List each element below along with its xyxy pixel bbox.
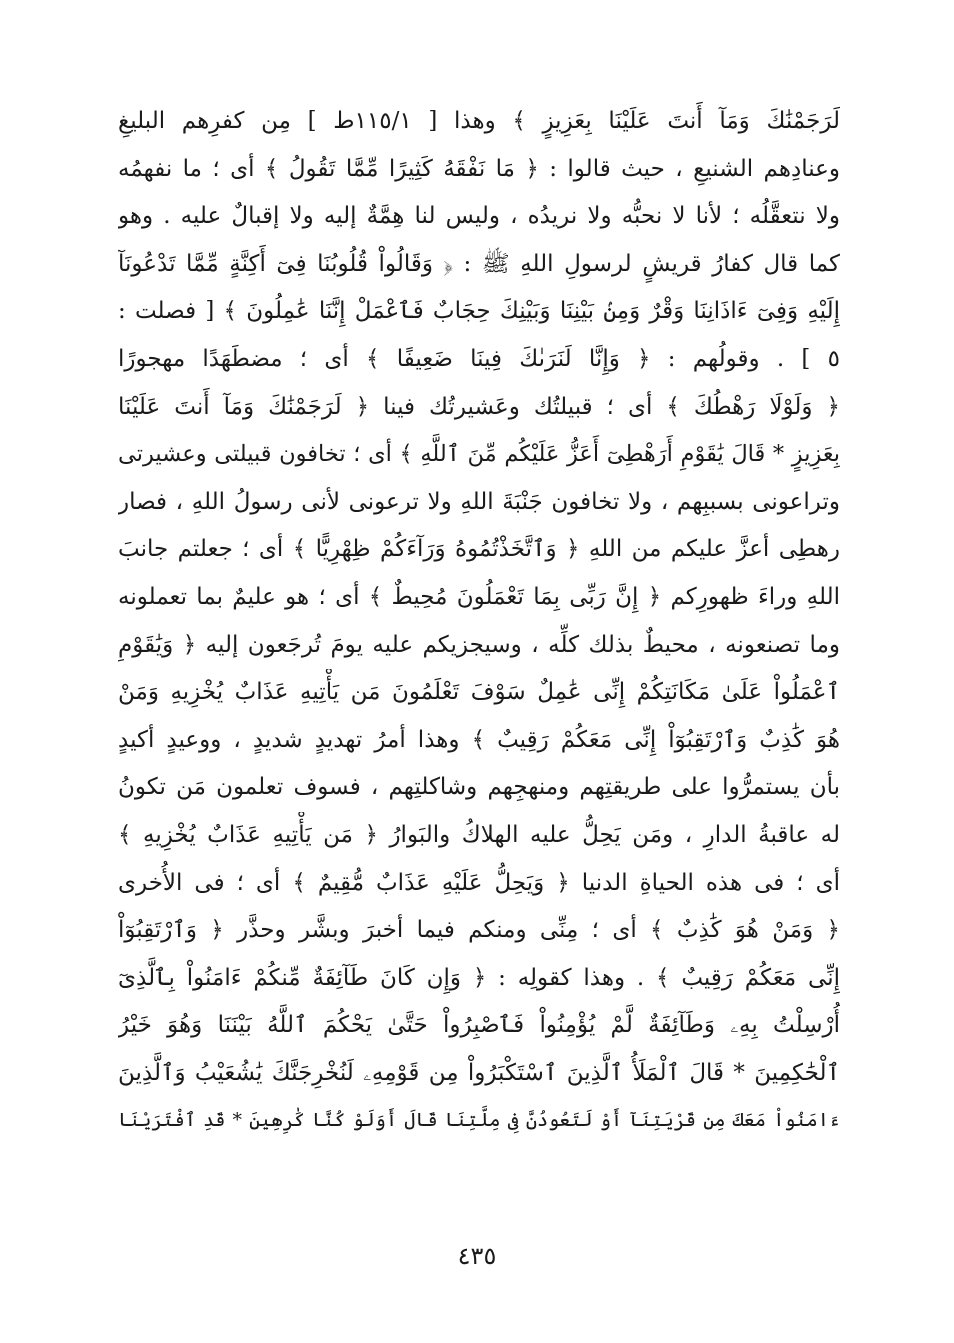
text-line-16: له عاقبةُ الدارِ ، ومَن يَحِلُّ عليه الهلاكُ والبَوارُ ﴿ مَن يَأْتِيهِ عَذَابٌ يُخْزِيهِ ﴾ [118,821,840,848]
body-text [118,98,840,1145]
text-line-20: أُرْسِلْتُ بِهِۦ وَطَآئِفَةٌ لَّمْ يُؤْمِنُواْ فَٱصْبِرُواْ حَتَّىٰ يَحْكُمَ ٱللَّهُ بَيْنَنَا وَهُوَ خَيْرُ [118,1012,840,1039]
text-line-12: وما تصنعونه ، محيطٌ بذلك كلِّه ، وسيجزيكم عليه يومَ تُرجَعون إليه ﴿ وَيَٰقَوْمِ [118,631,840,658]
text-line-3: ولا نتعقَّلُه ؛ لأنا لا نحبُّه ولا نريدُه ، وليس لنا هِمَّةٌ إليه ولا إقبالٌ عليه . وهو [118,203,840,230]
text-line-11: اللهِ وراءَ ظهورِكم ﴿ إِنَّ رَبِّى بِمَا تَعْمَلُونَ مُحِيطٌ ﴾ أى ؛ هو عليمٌ بما تعملونه [118,583,840,610]
text-line-8: بِعَزِيزٍ ‌* قَالَ يَٰقَوْمِ أَرَهْطِىٓ أَعَزُّ عَلَيْكُم مِّنَ ٱللَّهِ ﴾ أى ؛ تخافون قبيلتى وعشيرتى [118,441,840,468]
page-number: ٤٣٥ [457,1242,497,1270]
text-line-18: ﴿ وَمَنْ هُوَ كَٰذِبٌ ﴾ أى ؛ مِنِّى ومنكم فيما أخبرَ وبشَّر وحذَّر ﴿ وَٱرْتَقِبُوٓاْ [118,917,840,944]
text-line-5: إِلَيْهِ وَفِىٓ ءَاذَانِنَا وَقْرٌ وَمِنۢ بَيْنِنَا وَبَيْنِكَ حِجَابٌ فَٱعْمَلْ إِنَّنَا عَٰمِلُونَ ﴾ [ فصلت : [118,298,840,325]
text-line-21: ٱلْحَٰكِمِينَ ‌* قَالَ ٱلْمَلَأُ ٱلَّذِينَ ٱسْتَكْبَرُواْ مِن قَوْمِهِۦ لَنُخْرِجَنَّكَ يَٰشُعَيْبُ وَٱلَّذِينَ [118,1059,840,1086]
text-line-1: لَرَجَمْنَٰكَ وَمَآ أَنتَ عَلَيْنَا بِعَزِيزٍ ﴾ وهذا [ ١١٥/١ط ] مِن كفرِهم البليغِ [118,108,840,134]
text-line-7: ﴿ وَلَوْلَا رَهْطُكَ ﴾ أى ؛ قبيلتُك وعَشيرتُك فينا ﴿ لَرَجَمْنَٰكَ وَمَآ أَنتَ عَلَيْنَا [118,393,840,420]
text-line-22: ءَامَنُواْ مَعَكَ مِن قَرْيَتِنَآ أَوْ لَتَعُودُنَّ فِى مِلَّتِنَا قَالَ أَوَلَوْ كُنَّا كَٰرِهِينَ ‌* قَدِ ٱفْتَرَيْنَا [118,1109,840,1132]
text-line-4: كما قال كفارُ قريشٍ لرسولِ اللهِ ﷺ : ﴿ وَقَالُواْ قُلُوبُنَا فِىٓ أَكِنَّةٍ مِّمَّا تَدْعُونَآ [118,250,840,277]
text-line-6: ٥ ] . وقولُهم : ﴿ وَإِنَّا لَنَرَىٰكَ فِينَا ضَعِيفًا ﴾ أى ؛ مضطَهَدًا مهجورًا [118,345,840,372]
text-line-13: ٱعْمَلُواْ عَلَىٰ مَكَانَتِكُمْ إِنِّى عَٰمِلٌ سَوْفَ تَعْلَمُونَ مَن يَأْتِيهِ عَذَابٌ يُخْزِيهِ وَمَنْ [118,679,840,706]
text-line-14: هُوَ كَٰذِبٌ وَٱرْتَقِبُوٓاْ إِنِّى مَعَكُمْ رَقِيبٌ ﴾ وهذا أمرُ تهديدٍ شديدٍ ، ووعيدٍ أكيدٍ [118,726,840,753]
text-line-19: إِنِّى مَعَكُمْ رَقِيبٌ ﴾ . وهذا كقولِه : ﴿ وَإِن كَانَ طَآئِفَةٌ مِّنكُمْ ءَامَنُواْ بِٱلَّذِىٓ [118,964,840,991]
text-line-9: وتراعونى بسببِهم ، ولا تخافون جَنْبَةَ اللهِ ولا ترعونى لأنى رسولُ اللهِ ، فصار [118,488,840,515]
text-line-10: رهطِى أعزَّ عليكم من اللهِ ﴿ وَٱتَّخَذْتُمُوهُ وَرَآءَكُمْ ظِهْرِيًّا ﴾ أى ؛ جعلتم جانبَ [118,536,840,563]
text-line-15: بأن يستمرُّوا على طريقتِهم ومنهجِهم وشاكلتِهم ، فسوف تعلمون مَن تكونُ [118,774,840,801]
text-line-2: وعنادِهم الشنيعِ ، حيث قالوا : ﴿ مَا نَفْقَهُ كَثِيرًا مِّمَّا تَقُولُ ﴾ أى ؛ ما نفهمُه [118,155,840,182]
text-line-17: أى ؛ فى هذه الحياةِ الدنيا ﴿ وَيَحِلُّ عَلَيْهِ عَذَابٌ مُّقِيمٌ ﴾ أى ؛ فى الأُخرى [118,869,840,896]
